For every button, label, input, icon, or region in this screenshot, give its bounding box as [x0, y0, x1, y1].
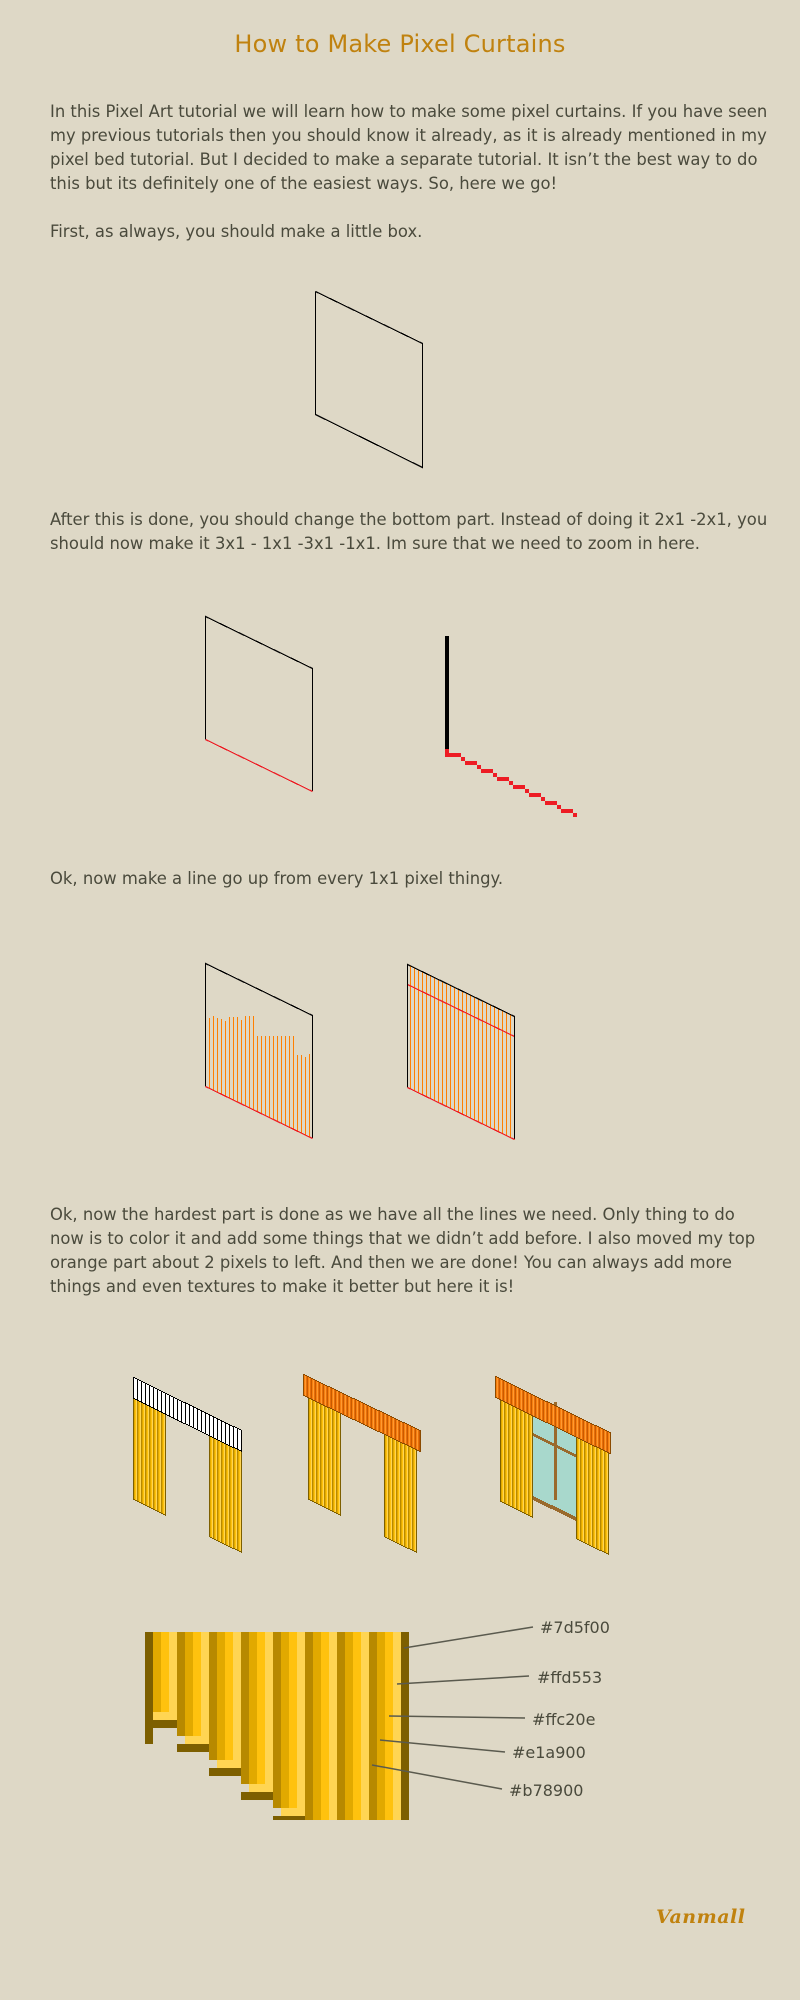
palette-label-highlight: #ffd553 [537, 1668, 603, 1687]
palette-label-outline: #7d5f00 [540, 1618, 610, 1637]
curtain-orange-valance [300, 1370, 424, 1557]
step3-box-full-lines [406, 963, 518, 1143]
step2-zoomed-stair-line [444, 634, 604, 834]
palette-zoom-figure [0, 1600, 800, 1820]
step2-paragraph: After this is done, you should change the bottom part. Instead of doing it 2x1 -2x1, you should now make it 3x1 - 1x1 -3x1 -1x1. Im sure that we need to zoom in here. [50, 510, 768, 553]
step1-paragraph: First, as always, you should make a little box. [50, 222, 423, 241]
step1-box-figure [314, 290, 426, 470]
step3-box-partial-lines [204, 962, 316, 1142]
curtain-with-window [492, 1372, 612, 1557]
palette-label-shadow: #b78900 [509, 1781, 584, 1800]
palette-label-main: #ffc20e [532, 1710, 596, 1729]
page-title: How to Make Pixel Curtains [234, 30, 566, 58]
step4-paragraph: Ok, now the hardest part is done as we have all the lines we need. Only thing to do now is to color it and add some things that we didn’t add before. I also moved my top orange part about 2 pixels to left. And then we are done! You can always add more things and even textures to make it better but here it is! [50, 1205, 756, 1296]
step2-box-red-bottom [204, 615, 316, 795]
curtain-outline-valance [128, 1372, 248, 1557]
author-signature: Vanmall [656, 1906, 746, 1928]
intro-paragraph: In this Pixel Art tutorial we will learn how to make some pixel curtains. If you have seen my previous tutorials then you should know it already, as it is already mentioned in my pixel bed tutorial. But I decided to make a separate tutorial. It isn’t the best way to do this but its definitely one of the easiest ways. So, here we go! [50, 102, 768, 193]
palette-label-mid: #e1a900 [512, 1743, 586, 1762]
step3-paragraph: Ok, now make a line go up from every 1x1 pixel thingy. [50, 869, 504, 888]
